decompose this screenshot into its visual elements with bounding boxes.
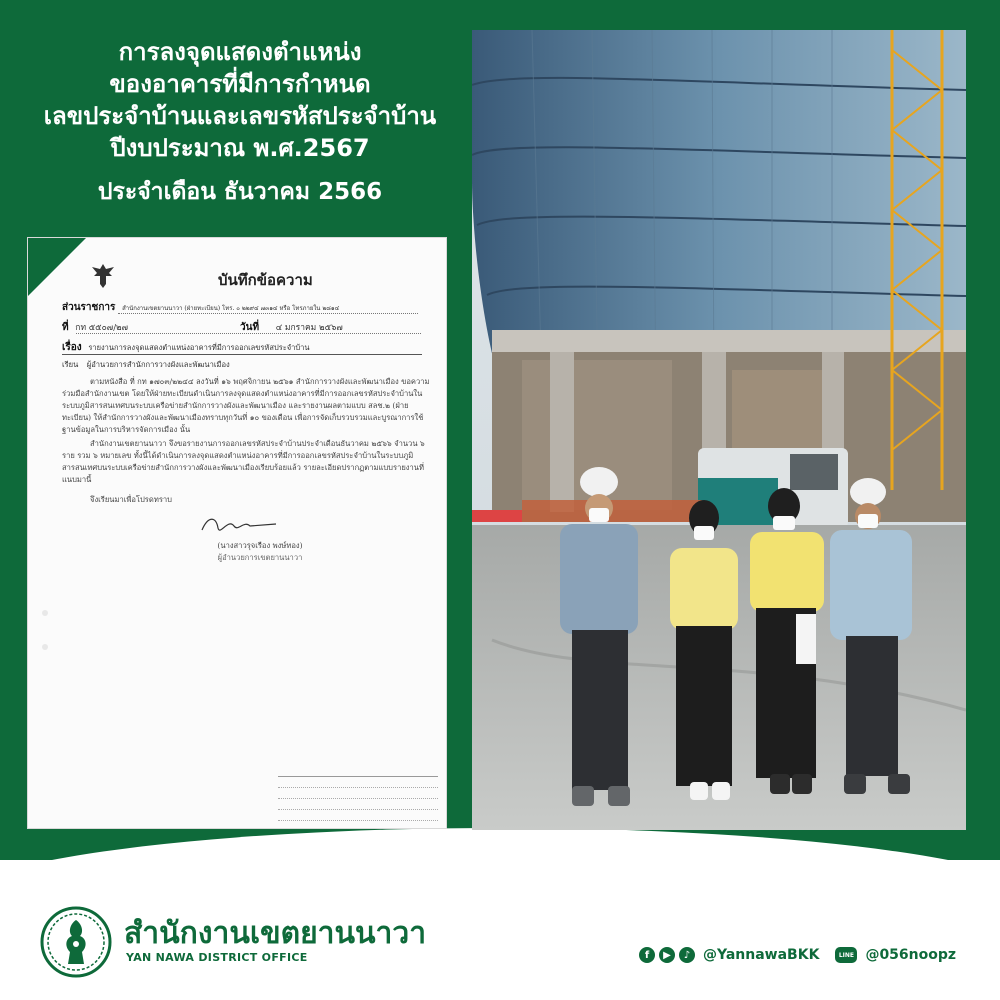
punch-hole [42, 644, 48, 650]
page-fold [28, 238, 86, 296]
social-handle[interactable]: @YannawaBKK [703, 947, 820, 963]
routing-stamp [278, 776, 438, 825]
memo-paragraph-2: สำนักงานเขตยานนาวา จึงขอรายงานการออกเลขรหัสประจำบ้านประจำเดือนธันวาคม ๒๕๖๖ จำนวน ๖ ราย รวม ๖ หมายเลข ทั้งนี้ได้ดำเนินการลงจุดแสดงตำแหน่งอาคารที่มีการออกเลขรหัสประจำบ้านในระบบภูมิสารสนเทศบนระบบเครือข่ายสำนักการวางผังและพัฒนาเมืองเรียบร้อยแล้ว รายละเอียดปรากฏตามแบบรายงานที่แนบมานี้ [62, 439, 425, 484]
facebook-icon[interactable]: f [639, 947, 655, 963]
person-3 [750, 488, 824, 794]
to-row [62, 359, 230, 371]
date-value: ๔ มกราคม ๒๕๖๗ [275, 323, 343, 333]
office-name-thai: สำนักงานเขตยานนาวา [124, 916, 427, 951]
memo-document [28, 238, 446, 828]
ref-underline [76, 333, 421, 334]
ref-value: กท ๕๕๐๗/๒๗ [75, 323, 129, 333]
memo-closing: จึงเรียนมาเพื่อโปรดทราบ [90, 495, 172, 504]
signer-title: ผู้อำนวยการเขตยานนาวา [217, 553, 303, 562]
ref-label: ที่ [62, 322, 69, 333]
line-icon[interactable]: LINE [835, 947, 857, 963]
subject-row [62, 340, 309, 355]
title-line-4: ปีงบประมาณ พ.ศ.2567 [110, 134, 370, 162]
social-links [639, 944, 956, 966]
memo-paragraph-1: ตามหนังสือ ที่ กท ๑๗๐๓/๒๒๔๔ ลงวันที่ ๑๖ พฤศจิกายน ๒๕๖๑ สำนักการวางผังและพัฒนาเมือง ขอความร่วมมือสำนักงานเขต โดยให้ฝ่ายทะเบียนดำเนินการลงจุดแสดงตำแหน่งอาคารที่มีการออกเลขรหัสประจำบ้านในระบบภูมิสารสนเทศบนระบบเครือข่ายสำนักการวางผังและพัฒนาเมือง และรายงานผลตามแบบ สลช.๒ (ฝ่ายทะเบียน) ให้สำนักการวางผังและพัฒนาเมืองทราบทุกวันที่ ๑๐ ของเดือน เพื่อการจัดเก็บรวบรวมและบูรณาการใช้ฐานข้อมูลในการบริหารจัดการเมือง นั้น [62, 377, 430, 434]
title-line-1: การลงจุดแสดงตำแหน่ง [118, 38, 362, 66]
subject-value: รายงานการลงจุดแสดงตำแหน่งอาคารที่มีการออกเลขรหัสประจำบ้าน [88, 343, 310, 352]
tiktok-icon[interactable]: ♪ [679, 947, 695, 963]
subject-rule [62, 354, 422, 355]
site-visit-illustration [472, 30, 966, 830]
agency-label: ส่วนราชการ [62, 302, 116, 313]
signature-scribble [198, 512, 278, 538]
memo-heading: บันทึกข้อความ [218, 271, 313, 289]
agency-underline [118, 313, 418, 314]
date-label: วันที่ [240, 322, 260, 333]
youtube-icon[interactable]: ▶ [659, 947, 675, 963]
post-title [20, 36, 460, 208]
title-line-3: เลขประจำบ้านและเลขรหัสประจำบ้าน [43, 102, 437, 130]
signer-name: (นางสาวรุจเรือง พงษ์ทอง) [217, 541, 303, 550]
to-label: เรียน [62, 360, 79, 369]
punch-hole [42, 610, 48, 616]
office-name-english: YAN NAWA DISTRICT OFFICE [126, 951, 308, 964]
site-visit-photo [472, 30, 966, 830]
garuda-emblem-icon [90, 262, 116, 290]
to-value: ผู้อำนวยการสำนักการวางผังและพัฒนาเมือง [86, 360, 230, 369]
agency-value: สำนักงานเขตยานนาวา (ฝ่ายทะเบียน) โทร. ๐ ๒๒๙๔ ๗๓๑๔ หรือ โทรภายใน ๒๘๑๔ [122, 305, 340, 312]
subject-label: เรื่อง [62, 342, 82, 353]
line-handle[interactable]: @056noopz [865, 947, 957, 963]
title-line-2: ของอาคารที่มีการกำหนด [109, 70, 371, 98]
title-month: ประจำเดือน ธันวาคม 2566 [97, 179, 383, 205]
bangkok-emblem-icon [40, 906, 112, 978]
